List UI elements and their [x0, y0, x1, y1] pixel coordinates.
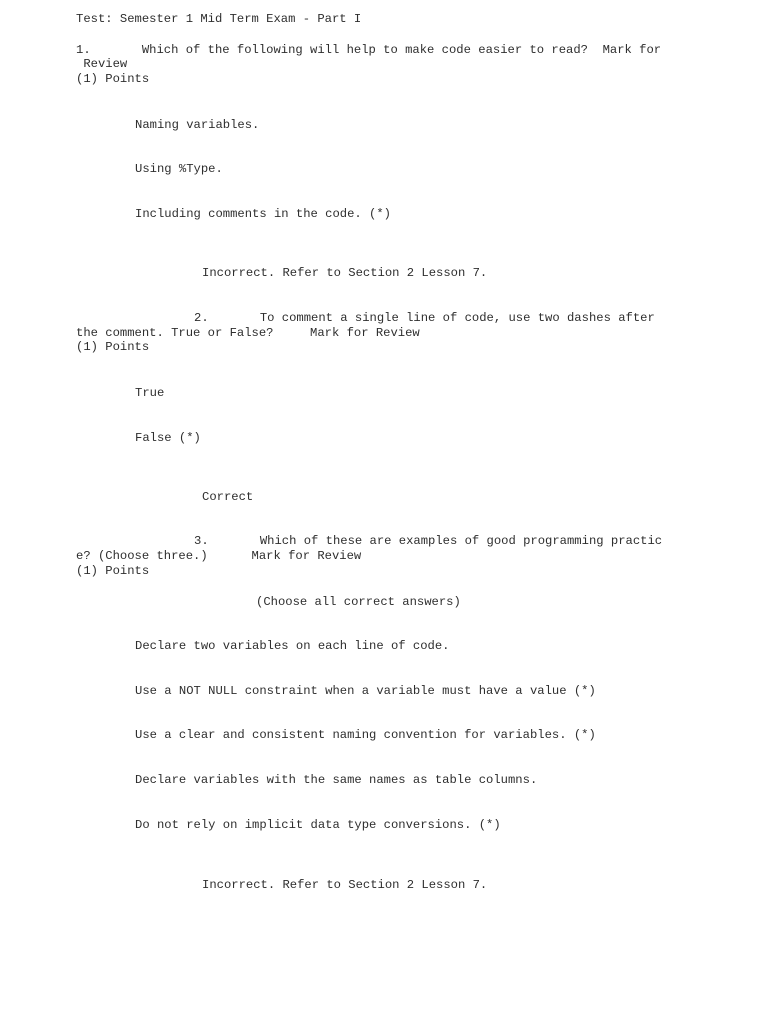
- question-3-text: 3. Which of these are examples of good programming practic: [194, 534, 663, 548]
- question-2-text: 2. To comment a single line of code, use two dashes after: [194, 311, 655, 325]
- page-title: Test: Semester 1 Mid Term Exam - Part I: [76, 12, 362, 26]
- question-3-points: (1) Points: [76, 564, 150, 578]
- question-1-text: 1. Which of the following will help to make code easier to read? Mark for: [76, 43, 662, 57]
- question-3-option: Declare variables with the same names as table columns.: [135, 773, 538, 787]
- question-2-feedback: Correct: [202, 490, 254, 504]
- question-1-option: Naming variables.: [135, 118, 260, 132]
- question-2-text-cont: the comment. True or False? Mark for Review: [76, 326, 420, 340]
- question-3-option: Do not rely on implicit data type conversions. (*): [135, 818, 501, 832]
- question-3-option: Use a clear and consistent naming convention for variables. (*): [135, 728, 596, 742]
- question-1-option: Including comments in the code. (*): [135, 207, 391, 221]
- question-2-option: True: [135, 386, 165, 400]
- question-2-option: False (*): [135, 431, 201, 445]
- question-3-text-cont: e? (Choose three.) Mark for Review: [76, 549, 362, 563]
- question-3-instruction: (Choose all correct answers): [256, 595, 461, 609]
- question-3-option: Use a NOT NULL constraint when a variable must have a value (*): [135, 684, 596, 698]
- question-1-text-cont: Review: [76, 57, 128, 71]
- question-3-feedback: Incorrect. Refer to Section 2 Lesson 7.: [202, 878, 488, 892]
- question-3-option: Declare two variables on each line of code.: [135, 639, 450, 653]
- question-1-feedback: Incorrect. Refer to Section 2 Lesson 7.: [202, 266, 488, 280]
- question-1-option: Using %Type.: [135, 162, 223, 176]
- question-1-points: (1) Points: [76, 72, 150, 86]
- question-2-points: (1) Points: [76, 340, 150, 354]
